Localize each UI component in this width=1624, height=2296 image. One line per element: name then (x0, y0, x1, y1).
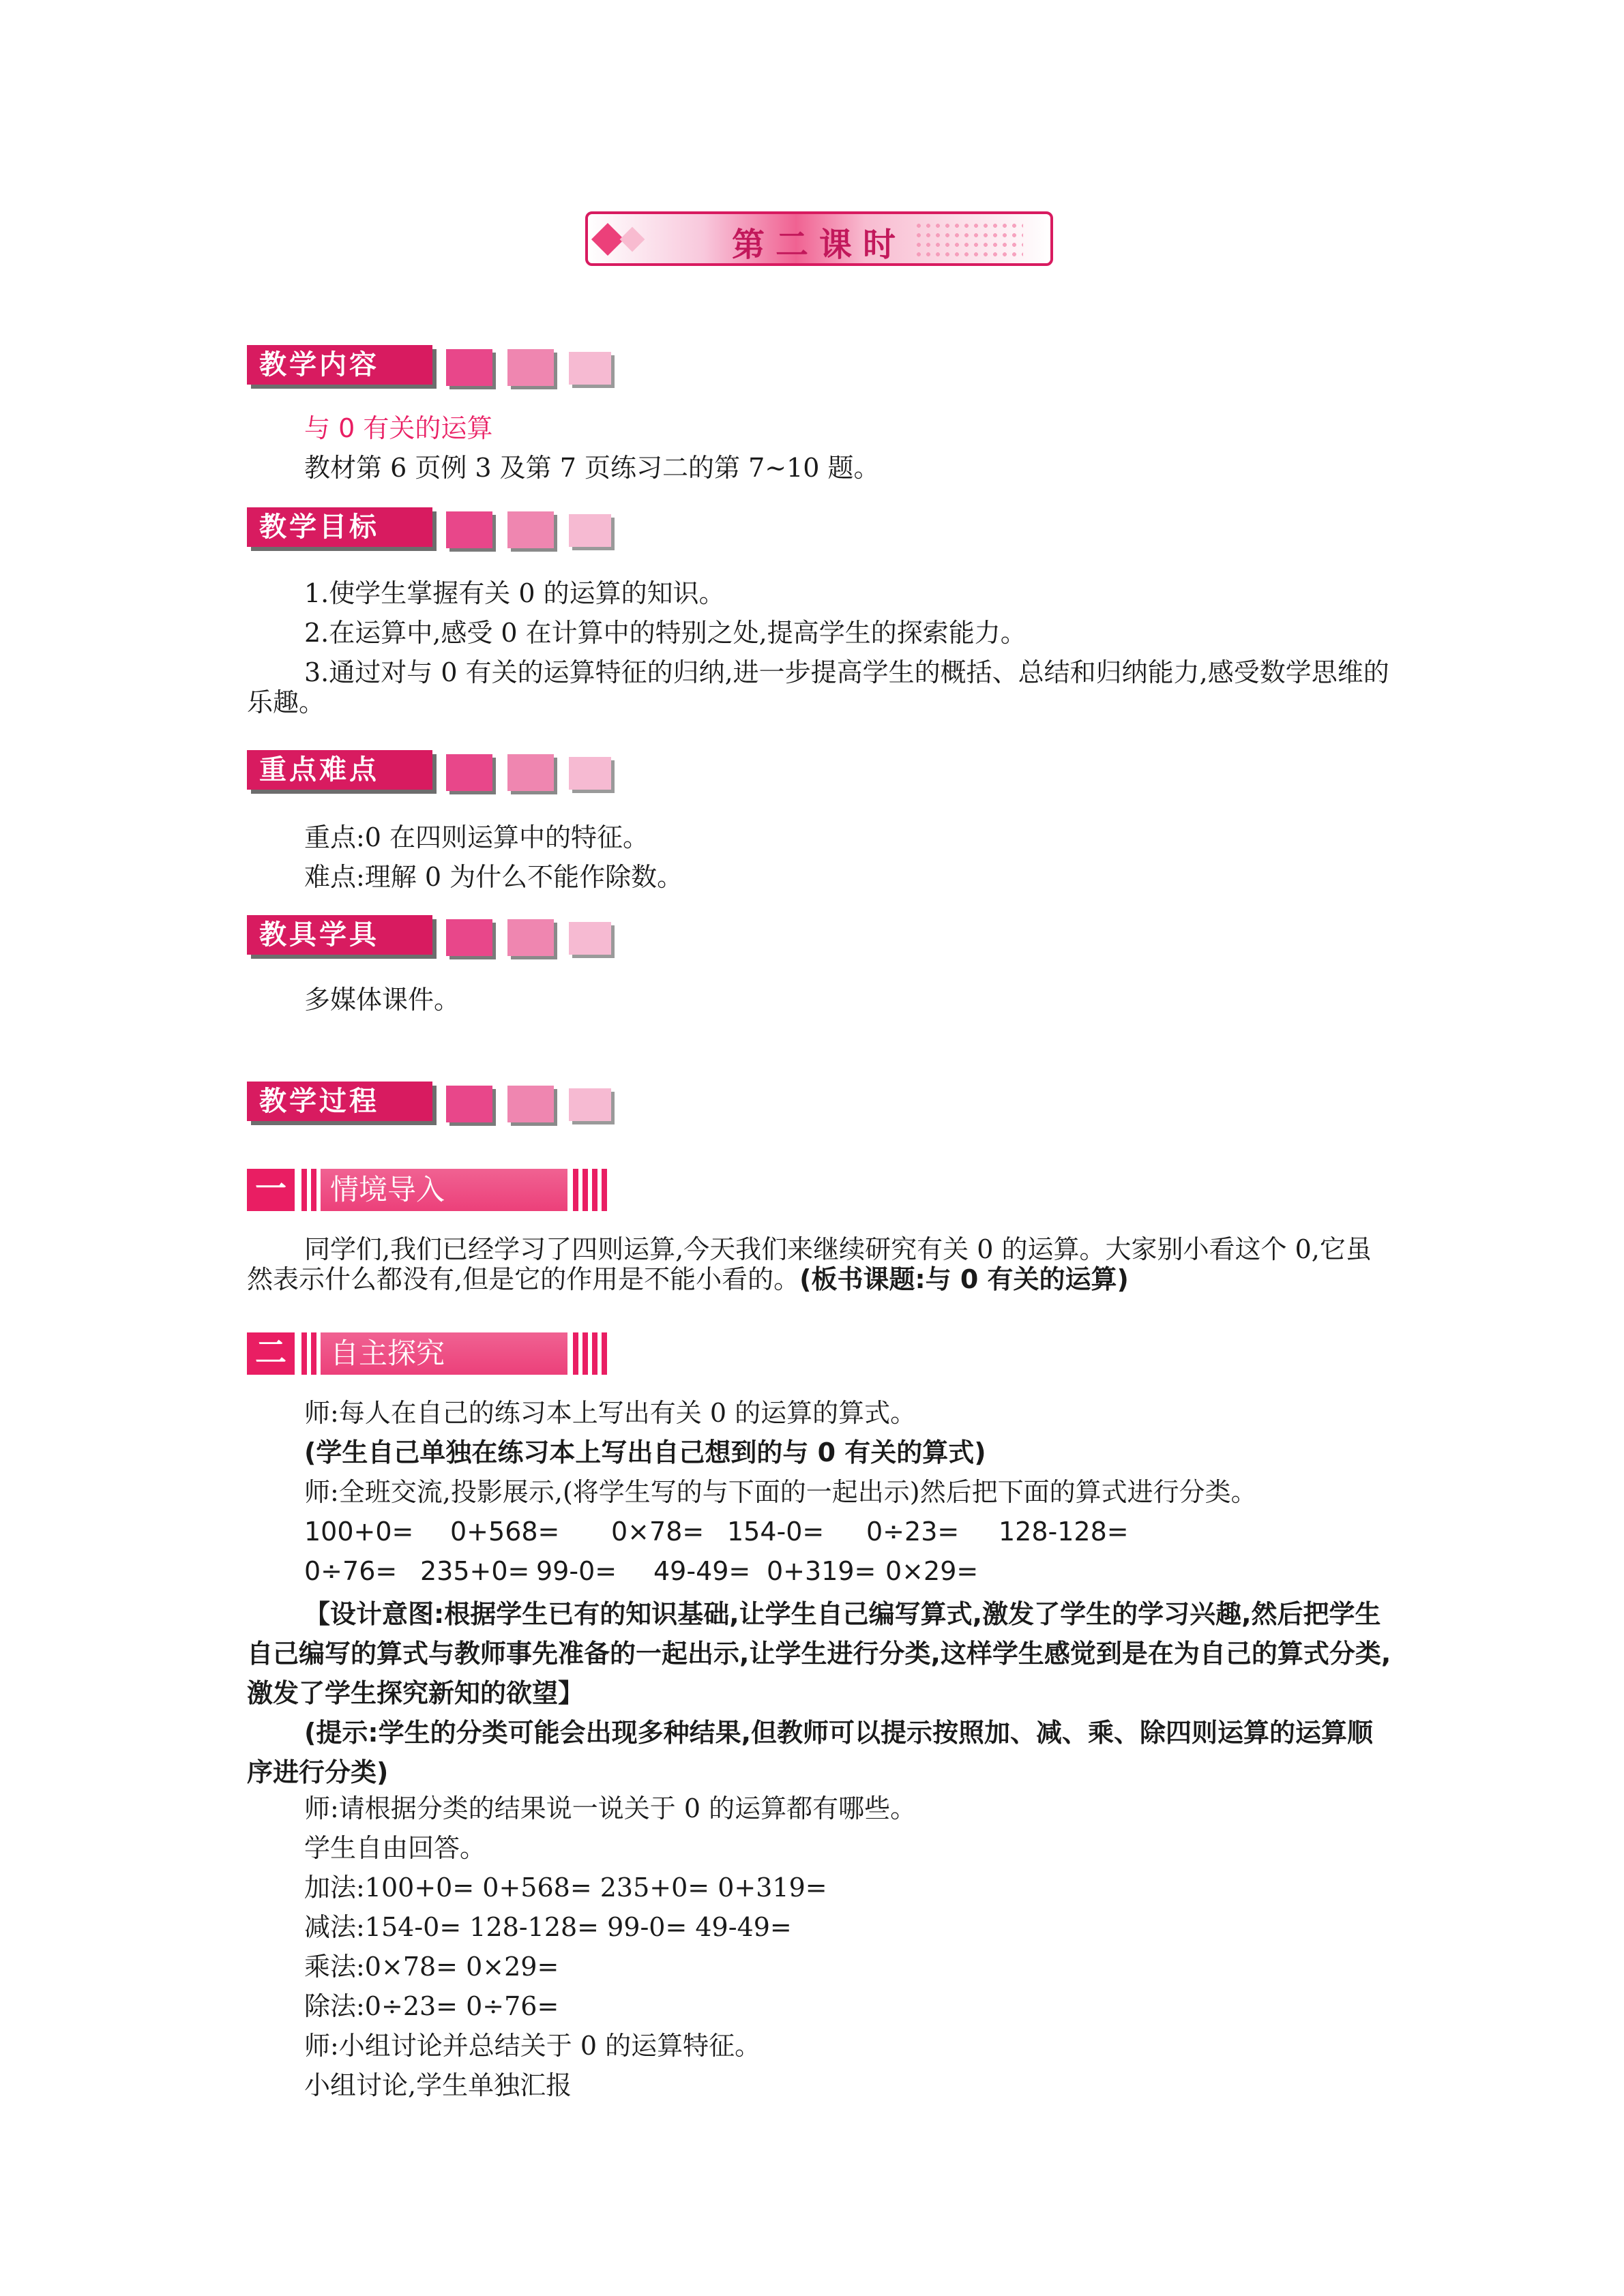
step-header-explore (247, 1332, 622, 1375)
square-decoration (569, 1088, 611, 1121)
material-reference: 教材第 6 页例 3 及第 7 页练习二的第 7~10 题。 (304, 453, 880, 483)
key-point: 重点:0 在四则运算中的特征。 (304, 822, 649, 852)
goal-item: 1.使学生掌握有关 0 的运算的知识。 (304, 578, 725, 608)
bar-decoration (602, 1169, 607, 1211)
goal-item: 3.通过对与 0 有关的运算特征的归纳,进一步提高学生的概括、总结和归纳能力,感受数学思维的乐趣。 (247, 657, 1389, 717)
bar-decoration (573, 1332, 578, 1375)
square-decoration (569, 922, 611, 955)
expression: 49-49= (653, 1556, 751, 1586)
square-decoration (569, 352, 611, 385)
expression: 0÷76= (304, 1556, 398, 1586)
square-decoration (446, 919, 492, 956)
bar-decoration (311, 1332, 316, 1375)
square-decoration (507, 511, 554, 548)
step-number: 二 (247, 1332, 295, 1375)
subtraction-group: 减法:154-0= 128-128= 99-0= 49-49= (304, 1912, 792, 1942)
lesson-title-banner (585, 211, 1053, 266)
intro-text: 同学们,我们已经学习了四则运算,今天我们来继续研究有关 0 的运算。大家别小看这个 0,它虽然表示什么都没有,但是它的作用是不能小看的。 (247, 1234, 1372, 1294)
square-decoration (507, 754, 554, 791)
multiplication-group: 乘法:0×78= 0×29= (304, 1952, 559, 1982)
square-decoration (446, 1086, 492, 1122)
square-decoration (507, 1086, 554, 1122)
section-label: 教具学具 (247, 915, 432, 955)
square-decoration (507, 349, 554, 386)
expression: 100+0= (304, 1517, 414, 1547)
intro-paragraph (247, 1234, 1393, 1294)
square-decoration (446, 349, 492, 386)
lesson-title: 第二课时 (731, 226, 906, 264)
tools-text: 多媒体课件。 (304, 985, 460, 1015)
student-line: 学生自由回答。 (304, 1833, 486, 1863)
expression: 235+0= (420, 1556, 530, 1586)
difficulty-point: 难点:理解 0 为什么不能作除数。 (304, 862, 683, 892)
square-decoration (507, 919, 554, 956)
expression: 0÷23= (866, 1517, 960, 1547)
bar-decoration (582, 1169, 588, 1211)
expression: 0×29= (885, 1556, 979, 1586)
teacher-line: 师:请根据分类的结果说一说关于 0 的运算都有哪些。 (304, 1793, 917, 1823)
bar-decoration (301, 1332, 307, 1375)
teacher-line: 师:全班交流,投影展示,(将学生写的与下面的一起出示)然后把下面的算式进行分类。 (304, 1477, 1257, 1507)
section-label: 教学内容 (247, 345, 432, 385)
square-decoration (446, 754, 492, 791)
expression: 128-128= (999, 1517, 1129, 1547)
bar-decoration (311, 1169, 316, 1211)
goal-item: 2.在运算中,感受 0 在计算中的特别之处,提高学生的探索能力。 (304, 618, 1027, 648)
hint-note: (提示:学生的分类可能会出现多种结果,但教师可以提示按照加、减、乘、除四则运算的运算顺序进行分类) (247, 1718, 1374, 1787)
bar-decoration (592, 1169, 597, 1211)
step-header-intro (247, 1169, 622, 1211)
lesson-topic: 与 0 有关的运算 (304, 413, 493, 443)
step-title: 自主探究 (321, 1332, 567, 1375)
bar-decoration (602, 1332, 607, 1375)
expression: 0+568= (450, 1517, 560, 1547)
step-title: 情境导入 (321, 1169, 567, 1211)
board-title-note: (板书课题:与 0 有关的运算) (799, 1264, 1129, 1294)
addition-group: 加法:100+0= 0+568= 235+0= 0+319= (304, 1873, 827, 1903)
expression: 154-0= (727, 1517, 825, 1547)
section-label: 重点难点 (247, 750, 432, 790)
design-intent: 【设计意图:根据学生已有的知识基础,让学生自己编写算式,激发了学生的学习兴趣,然后把学生自己编写的算式与教师事先准备的一起出示,让学生进行分类,这样学生感觉到是在为自己的算式分类,激发了学生探究新知的欲望】 (247, 1599, 1391, 1708)
square-decoration (569, 757, 611, 790)
square-decoration (446, 511, 492, 548)
student-note: (学生自己单独在练习本上写出自己想到的与 0 有关的算式) (304, 1437, 986, 1467)
section-label: 教学过程 (247, 1082, 432, 1121)
expression: 99-0= (536, 1556, 617, 1586)
bar-decoration (573, 1169, 578, 1211)
division-group: 除法:0÷23= 0÷76= (304, 1991, 559, 2021)
student-line: 小组讨论,学生单独汇报 (304, 2070, 572, 2100)
bar-decoration (582, 1332, 588, 1375)
expression: 0×78= (611, 1517, 705, 1547)
square-decoration (569, 514, 611, 547)
bar-decoration (592, 1332, 597, 1375)
teacher-line: 师:小组讨论并总结关于 0 的运算特征。 (304, 2031, 761, 2061)
bar-decoration (301, 1169, 307, 1211)
section-label: 教学目标 (247, 507, 432, 547)
teacher-line: 师:每人在自己的练习本上写出有关 0 的运算的算式。 (304, 1398, 917, 1428)
step-number: 一 (247, 1169, 295, 1211)
expression: 0+319= (767, 1556, 876, 1586)
